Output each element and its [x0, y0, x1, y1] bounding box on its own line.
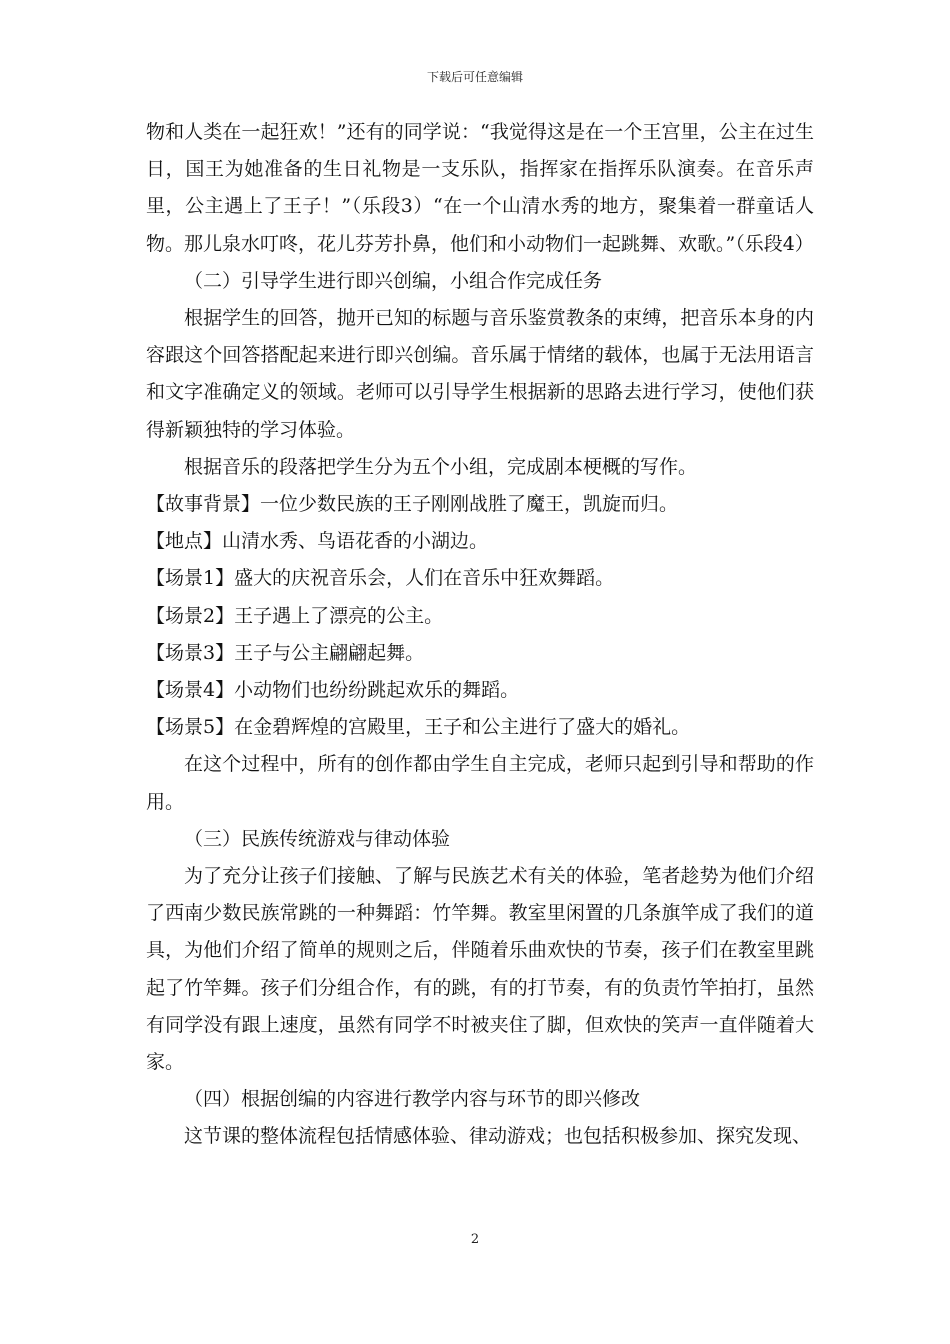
paragraph: 为了充分让孩子们接触、了解与民族艺术有关的体验，笔者趁势为他们介绍了西南少数民族常跳的一种舞蹈：竹竿舞。教室里闲置的几条旗竿成了我们的道具，为他们介绍了简单的规则之后，伴随着乐曲欢快的节奏，孩子们在教室里跳起了竹竿舞。孩子们分组合作，有的跳，有的打节奏，有的负责竹竿拍打，虽然有同学没有跟上速度，虽然有同学不时被夹住了脚，但欢快的笑声一直伴随着大家。 [146, 865, 814, 1074]
script-item-scene-5: 【场景5】在金碧辉煌的宫殿里，王子和公主进行了盛大的婚礼。 [146, 716, 691, 739]
script-item-location: 【地点】山清水秀、鸟语花香的小湖边。 [146, 530, 489, 553]
page-number: 2 [470, 1232, 480, 1247]
script-item-background: 【故事背景】一位少数民族的王子刚刚战胜了魔王，凯旋而归。 [146, 493, 679, 516]
section-heading-2: （二）引导学生进行即兴创编，小组合作完成任务 [184, 269, 603, 292]
script-item-scene-1: 【场景1】盛大的庆祝音乐会，人们在音乐中狂欢舞蹈。 [146, 567, 615, 590]
page-header: 下载后可任意编辑 [426, 70, 523, 84]
paragraph: 根据音乐的段落把学生分为五个小组，完成剧本梗概的写作。 [184, 455, 698, 478]
section-heading-4: （四）根据创编的内容进行教学内容与环节的即兴修改 [184, 1088, 641, 1111]
script-item-scene-4: 【场景4】小动物们也纷纷跳起欢乐的舞蹈。 [146, 679, 520, 702]
paragraph: 根据学生的回答，抛开已知的标题与音乐鉴赏教条的束缚，把音乐本身的内容跟这个回答搭配起来进行即兴创编。音乐属于情绪的载体，也属于无法用语言和文字准确定义的领域。老师可以引导学生根据新的思路去进行学习，使他们获得新颖独特的学习体验。 [146, 307, 814, 441]
paragraph: 这节课的整体流程包括情感体验、律动游戏；也包括积极参加、探究发现、 [184, 1125, 812, 1148]
script-item-scene-2: 【场景2】王子遇上了漂亮的公主。 [146, 604, 444, 627]
paragraph: 在这个过程中，所有的创作都由学生自主完成，老师只起到引导和帮助的作用。 [146, 753, 814, 813]
paragraph-continuation: 物和人类在一起狂欢！”还有的同学说：“我觉得这是在一个王宫里，公主在过生日，国王为她准备的生日礼物是一支乐队，指挥家在指挥乐队演奏。在音乐声里，公主遇上了王子！”（乐段3）“在一个山清水秀的地方，聚集着一群童话人物。那儿泉水叮咚，花儿芬芳扑鼻，他们和小动物们一起跳舞、欢歌。”（乐段4） [146, 121, 814, 255]
document-body [146, 114, 814, 1156]
section-heading-3: （三）民族传统游戏与律动体验 [184, 827, 451, 850]
script-item-scene-3: 【场景3】王子与公主翩翩起舞。 [146, 641, 425, 664]
